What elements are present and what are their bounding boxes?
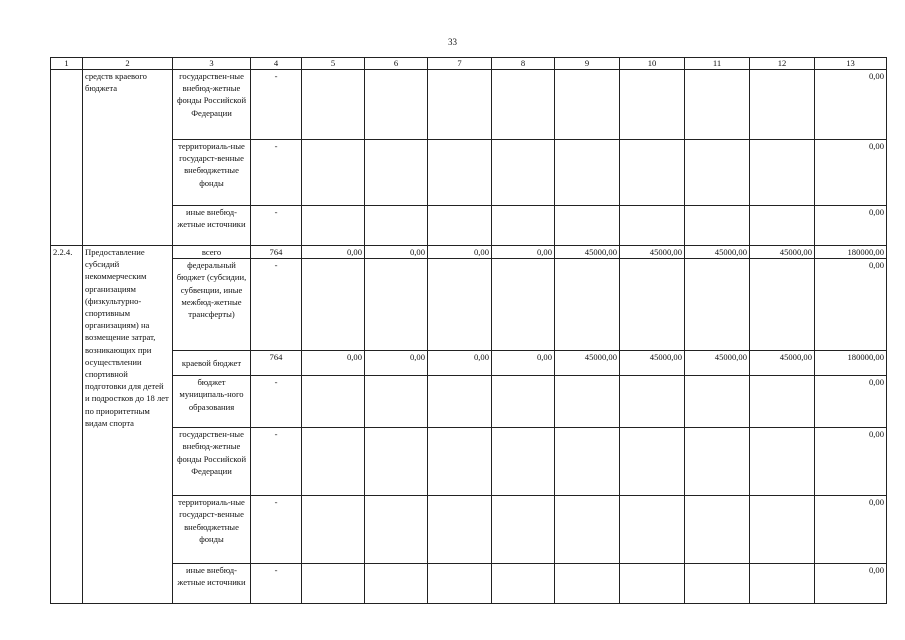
item-number (51, 70, 83, 246)
code-cell: - (251, 428, 302, 496)
funding-source: государствен-ные внебюд-жетные фонды Российской Федерации (173, 428, 251, 496)
value-cell (365, 376, 428, 428)
value-cell: 0,00 (492, 351, 555, 376)
col-header: 3 (173, 58, 251, 70)
column-header-row (51, 58, 887, 70)
code-cell: - (251, 376, 302, 428)
col-header: 11 (685, 58, 750, 70)
table-row (51, 206, 887, 246)
value-cell (428, 206, 492, 246)
value-cell (302, 70, 365, 140)
value-cell (685, 376, 750, 428)
col-header: 12 (750, 58, 815, 70)
value-cell (365, 564, 428, 604)
value-cell (750, 496, 815, 564)
funding-source: федеральный бюджет (субсидии, субвенции, иные межбюд-жетные трансферты) (173, 259, 251, 351)
total-cell: 0,00 (815, 564, 887, 604)
value-cell: 45000,00 (555, 246, 620, 259)
code-cell: - (251, 496, 302, 564)
table-row (51, 140, 887, 206)
value-cell (428, 70, 492, 140)
code-cell: - (251, 564, 302, 604)
value-cell (620, 70, 685, 140)
value-cell: 45000,00 (620, 246, 685, 259)
funding-source: иные внебюд-жетные источники (173, 206, 251, 246)
value-cell (492, 496, 555, 564)
col-header: 5 (302, 58, 365, 70)
code-cell: 764 (251, 246, 302, 259)
col-header: 4 (251, 58, 302, 70)
value-cell (555, 564, 620, 604)
value-cell (685, 428, 750, 496)
value-cell (555, 259, 620, 351)
value-cell (428, 428, 492, 496)
table-row (51, 564, 887, 604)
total-cell: 0,00 (815, 140, 887, 206)
funding-source: иные внебюд-жетные источники (173, 564, 251, 604)
value-cell (750, 70, 815, 140)
value-cell: 0,00 (428, 246, 492, 259)
budget-table (50, 57, 887, 604)
funding-source: территориаль-ные государст-венные внебюджетные фонды (173, 140, 251, 206)
value-cell (750, 428, 815, 496)
table-row (51, 496, 887, 564)
total-cell: 0,00 (815, 206, 887, 246)
code-cell: - (251, 140, 302, 206)
value-cell (302, 140, 365, 206)
item-number: 2.2.4. (51, 246, 83, 604)
value-cell (428, 376, 492, 428)
value-cell (302, 259, 365, 351)
value-cell (428, 259, 492, 351)
item-description: Предоставление субсидий некоммерческим организациям (физкультурно-спортивным организациям) на возмещение затрат, возникающих при осуществлении спортивной подготовки для детей и подростков до 18 лет по приоритетным видам спорта (83, 246, 173, 604)
value-cell (620, 206, 685, 246)
value-cell (365, 259, 428, 351)
table-row (51, 259, 887, 351)
total-cell: 180000,00 (815, 246, 887, 259)
funding-source: всего (173, 246, 251, 259)
value-cell (302, 496, 365, 564)
value-cell (555, 140, 620, 206)
value-cell: 45000,00 (750, 351, 815, 376)
col-header: 1 (51, 58, 83, 70)
total-cell: 0,00 (815, 428, 887, 496)
table-row (51, 246, 887, 259)
funding-source: государствен-ные внебюд-жетные фонды Российской Федерации (173, 70, 251, 140)
value-cell (685, 564, 750, 604)
table-row (51, 376, 887, 428)
value-cell (492, 376, 555, 428)
value-cell (365, 206, 428, 246)
funding-source: бюджет муниципаль-ного образования (173, 376, 251, 428)
value-cell: 0,00 (302, 246, 365, 259)
value-cell: 0,00 (302, 351, 365, 376)
value-cell (750, 206, 815, 246)
value-cell (750, 140, 815, 206)
value-cell (620, 564, 685, 604)
value-cell: 0,00 (365, 246, 428, 259)
value-cell (302, 376, 365, 428)
value-cell: 45000,00 (685, 246, 750, 259)
col-header: 13 (815, 58, 887, 70)
value-cell (365, 70, 428, 140)
value-cell (555, 70, 620, 140)
value-cell (555, 428, 620, 496)
value-cell (555, 376, 620, 428)
value-cell: 45000,00 (750, 246, 815, 259)
total-cell: 0,00 (815, 259, 887, 351)
value-cell (685, 496, 750, 564)
value-cell (492, 259, 555, 351)
value-cell (365, 140, 428, 206)
value-cell (620, 496, 685, 564)
col-header: 7 (428, 58, 492, 70)
total-cell: 0,00 (815, 70, 887, 140)
code-cell: - (251, 70, 302, 140)
value-cell (750, 564, 815, 604)
value-cell (365, 496, 428, 564)
code-cell: - (251, 259, 302, 351)
value-cell (492, 140, 555, 206)
value-cell: 0,00 (365, 351, 428, 376)
value-cell (492, 428, 555, 496)
code-cell: 764 (251, 351, 302, 376)
item-description: средств краевого бюджета (83, 70, 173, 246)
value-cell (685, 259, 750, 351)
value-cell (428, 496, 492, 564)
value-cell (302, 564, 365, 604)
funding-source: территориаль-ные государст-венные внебюджетные фонды (173, 496, 251, 564)
value-cell: 45000,00 (685, 351, 750, 376)
value-cell (620, 428, 685, 496)
value-cell (555, 206, 620, 246)
value-cell: 45000,00 (620, 351, 685, 376)
value-cell (620, 376, 685, 428)
code-cell: - (251, 206, 302, 246)
value-cell (620, 259, 685, 351)
col-header: 9 (555, 58, 620, 70)
value-cell (555, 496, 620, 564)
value-cell (492, 206, 555, 246)
table-row (51, 351, 887, 376)
col-header: 6 (365, 58, 428, 70)
col-header: 8 (492, 58, 555, 70)
value-cell (492, 70, 555, 140)
value-cell (302, 206, 365, 246)
value-cell (750, 376, 815, 428)
page-number: 33 (448, 37, 457, 47)
value-cell (302, 428, 365, 496)
value-cell (750, 259, 815, 351)
table-row (51, 70, 887, 140)
value-cell (620, 140, 685, 206)
total-cell: 0,00 (815, 376, 887, 428)
value-cell (428, 140, 492, 206)
value-cell: 45000,00 (555, 351, 620, 376)
col-header: 10 (620, 58, 685, 70)
value-cell: 0,00 (428, 351, 492, 376)
value-cell (685, 206, 750, 246)
total-cell: 180000,00 (815, 351, 887, 376)
table-row (51, 428, 887, 496)
value-cell (492, 564, 555, 604)
value-cell (428, 564, 492, 604)
col-header: 2 (83, 58, 173, 70)
total-cell: 0,00 (815, 496, 887, 564)
value-cell (685, 70, 750, 140)
funding-source: краевой бюджет (173, 351, 251, 376)
value-cell (685, 140, 750, 206)
value-cell: 0,00 (492, 246, 555, 259)
value-cell (365, 428, 428, 496)
